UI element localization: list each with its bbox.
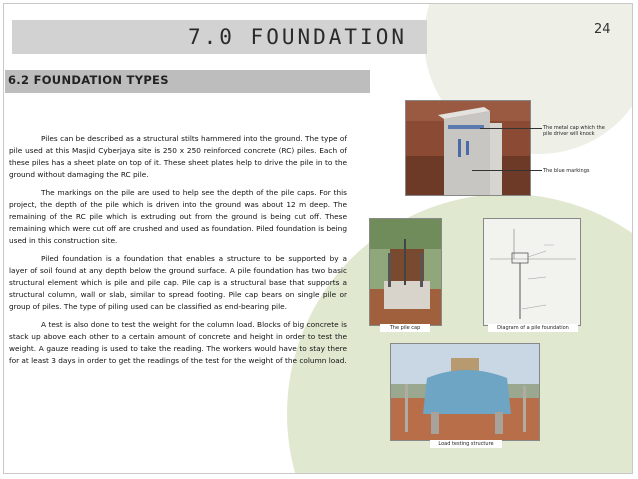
blue-markings-note: The blue markings: [543, 168, 590, 174]
load-test-photo: [390, 343, 540, 441]
metal-cap-note: The metal cap which the pile driver will knock: [543, 125, 605, 137]
pile-diagram: [483, 218, 581, 326]
pointer-line: [480, 128, 542, 129]
pile-photo: [405, 100, 531, 196]
pile-cap-photo: [369, 218, 442, 326]
page-title: 7.0 FOUNDATION: [187, 25, 407, 49]
load-test-caption: Load testing structure: [430, 440, 502, 448]
section-heading: 6.2 FOUNDATION TYPES: [8, 73, 169, 87]
body-text: [9, 133, 347, 373]
pointer-line: [472, 170, 542, 171]
paragraph: Piled foundation is a foundation that enables a structure to be supported by a layer of soil found at any depth below the ground surface. A pile foundation has two basic structural element which is pile and pile cap. Pile cap is a structural base that supports a structural column, wall or slab, similar to spread footing. Pile cap bears on single pile or group of piles. The type of piling used can be classified as end-bearing pile.: [9, 254, 347, 311]
diagram-caption: Diagram of a pile foundation: [488, 324, 578, 332]
page-number: 24: [594, 22, 611, 37]
paragraph: A test is also done to test the weight for the column load. Blocks of big concrete is stack up above each other to a certain amount of concrete and height in order to test the weight. A gauze reading is used to take the reading. The workers would have to stay there for at least 3 days in order to get the readings of the test for the weight of the column load.: [9, 320, 347, 365]
paragraph: Piles can be described as a structural stilts hammered into the ground. The type of pile used at this Masjid Cyberjaya site is 250 x 250 reinforced concrete (RC) piles. Each of these piles has a sheet plate on top of it. These sheet plates help to drive the pile in to the ground without damaging the RC pile.: [9, 134, 347, 179]
paragraph: The markings on the pile are used to help see the depth of the pile caps. For this project, the depth of the pile which is driven into the ground was about 12 m deep. The remaining of the RC pile which is extruding out from the ground is being cut off. These remaining which were cut off are crushed and used as foundation. Piled foundation is being used in this construction site.: [9, 188, 347, 245]
pile-cap-caption: The pile cap: [380, 324, 430, 332]
